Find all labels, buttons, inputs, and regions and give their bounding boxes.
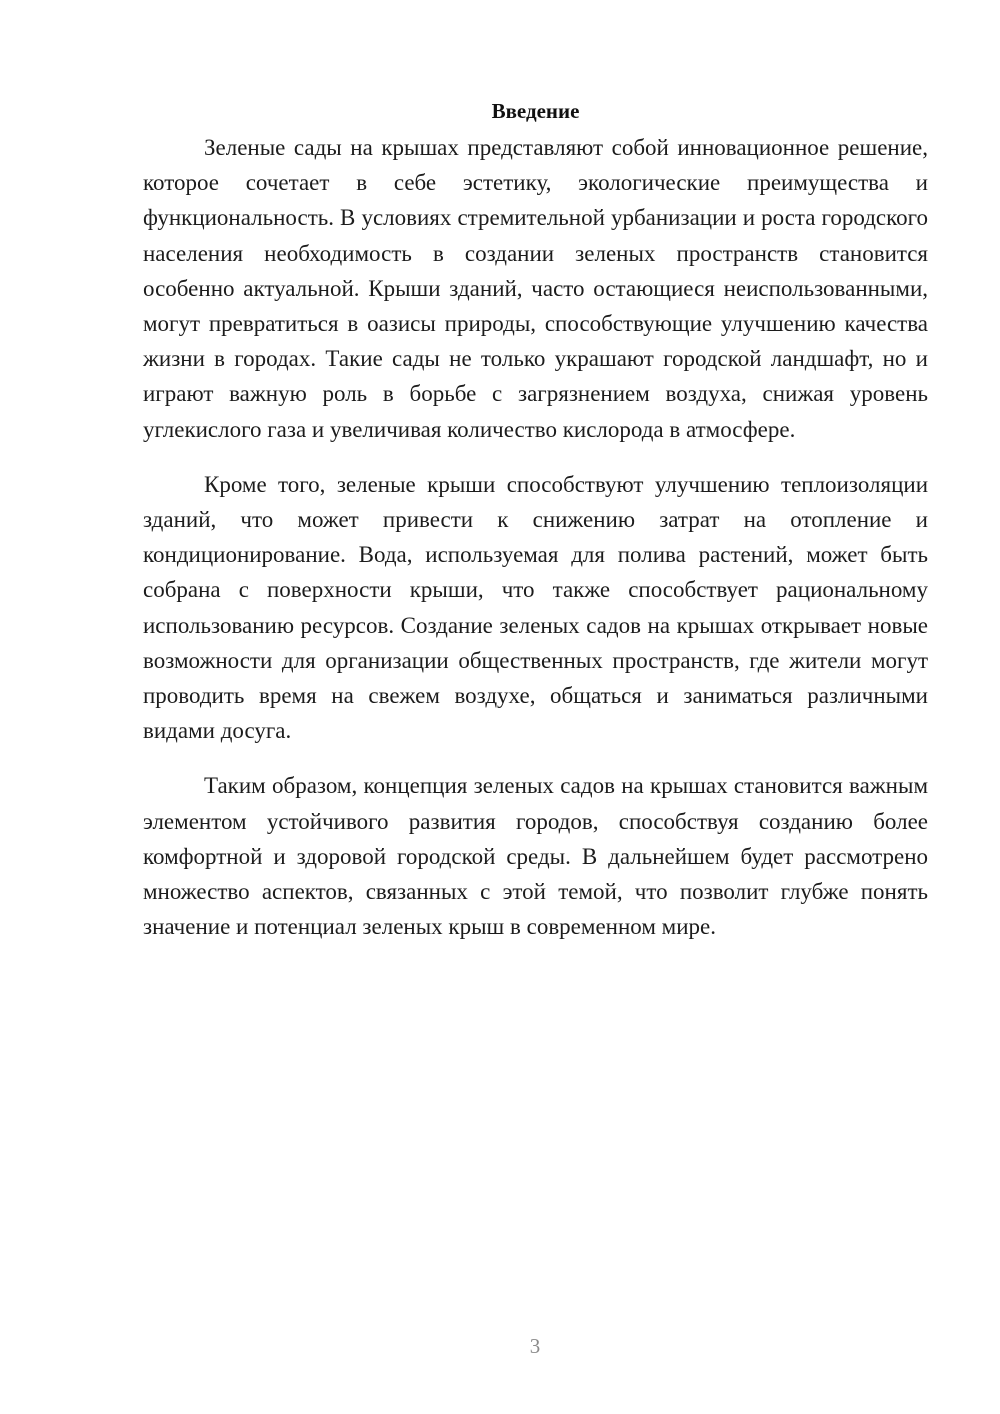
page-number: 3 [529,1334,541,1358]
document-page [143,96,928,964]
paragraph-1: Зеленые сады на крышах представляют собой инновационное решение, которое сочетает в себе эстетику, экологические преимущества и функциональность. В условиях стремительной урбанизации и роста городского населения необходимость в создании зеленых пространств становится особенно актуальной. Крыши зданий, часто остающиеся неиспользованными, могут превратиться в оазисы природы, способствующие улучшению качества жизни в городах. Такие сады не только украшают городской ландшафт, но и играют важную роль в борьбе с загрязнением воздуха, снижая уровень углекислого газа и увеличивая количество кислорода в атмосфере. [143,135,928,442]
section-heading: Введение [491,99,580,123]
paragraph-3: Таким образом, концепция зеленых садов на крышах становится важным элементом устойчивого развития городов, способствуя созданию более комфортной и здоровой городской среды. В дальнейшем будет рассмотрено множество аспектов, связанных с этой темой, что позволит глубже понять значение и потенциал зеленых крыш в современном мире. [143,773,928,940]
paragraph-2: Кроме того, зеленые крыши способствуют улучшению теплоизоляции зданий, что может привести к снижению затрат на отопление и кондиционирование. Вода, используемая для полива растений, может быть собрана с поверхности крыши, что также способствует рациональному использованию ресурсов. Создание зеленых садов на крышах открывает новые возможности для организации общественных пространств, где жители могут проводить время на свежем воздухе, общаться и заниматься различными видами досуга. [143,471,928,744]
